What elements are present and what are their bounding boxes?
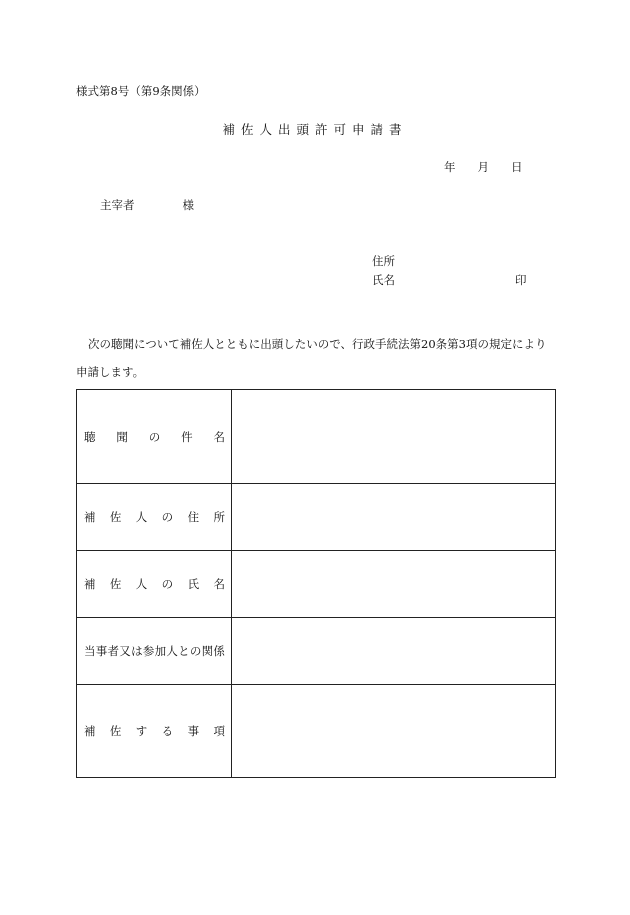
table-row [77, 618, 556, 685]
row-value-cell[interactable] [232, 484, 556, 551]
row-label-cell [77, 390, 232, 484]
addressee-name: 主宰者 [100, 198, 135, 212]
row-label-cell [77, 685, 232, 778]
table-row [77, 390, 556, 484]
table-row [77, 484, 556, 551]
date-month: 月 [477, 160, 489, 174]
date-year: 年 [444, 160, 456, 174]
table-row [77, 551, 556, 618]
body-text: 次の聴聞について補佐人とともに出頭したいので、行政手続法第20条第3項の規定により申請します。 [76, 337, 547, 379]
row-value-cell[interactable] [232, 390, 556, 484]
row-label: 聴 聞 の 件 名 [84, 429, 225, 444]
row-label: 補 佐 人 の 住 所 [84, 510, 225, 524]
row-value-cell[interactable] [232, 685, 556, 778]
applicant-address-label: 住所 [372, 254, 395, 268]
document-title: 補佐人出頭許可申請書 [222, 122, 408, 137]
row-label-cell [77, 618, 232, 685]
row-value-cell[interactable] [232, 618, 556, 685]
addressee [100, 200, 194, 212]
seal-mark: 印 [515, 273, 527, 287]
row-label: 補 佐 す る 事 項 [84, 724, 225, 738]
row-label: 当 事 者 又 は 参 加 人 と の 関 係 [84, 644, 225, 658]
form-number: 様式第8号（第9条関係） [76, 84, 206, 98]
date-day: 日 [511, 160, 523, 174]
application-table [76, 389, 556, 778]
applicant-name-label: 氏名 [372, 273, 395, 287]
row-value-cell[interactable] [232, 551, 556, 618]
row-label-cell [77, 551, 232, 618]
row-label: 補 佐 人 の 氏 名 [84, 577, 225, 591]
row-label-cell [77, 484, 232, 551]
addressee-honorific: 様 [182, 198, 194, 212]
date-line [444, 162, 523, 174]
table-row [77, 685, 556, 778]
